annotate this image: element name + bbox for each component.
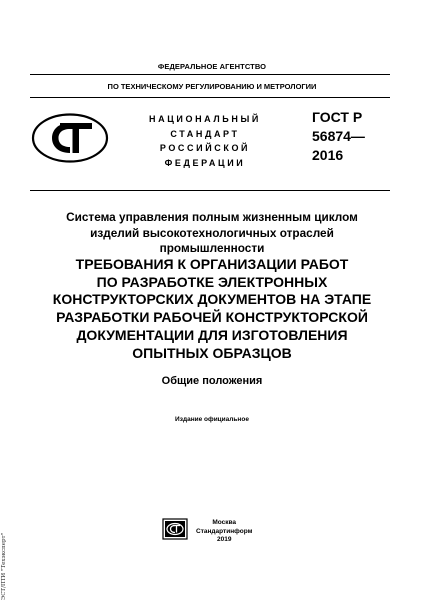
header-rule-2	[30, 97, 390, 98]
code-line: 2016	[312, 147, 344, 163]
national-line: РОССИЙСКОЙ	[159, 143, 251, 153]
main-title-line: ПО РАЗРАБОТКЕ ЭЛЕКТРОННЫХ	[96, 273, 328, 290]
publisher-info	[196, 519, 252, 545]
publisher-line: Стандартинформ	[196, 527, 253, 535]
code-line: 56874—	[312, 128, 365, 144]
system-title-line: промышленности	[159, 241, 265, 255]
publisher-line: Москва	[212, 519, 237, 526]
standard-code	[312, 108, 365, 165]
subtitle: Общие положения	[161, 375, 263, 387]
publisher-line: 2019	[216, 536, 232, 543]
national-line: НАЦИОНАЛЬНЫЙ	[149, 114, 261, 124]
code-line: ГОСТ Р	[312, 109, 363, 125]
agency-name-line2: ПО ТЕХНИЧЕСКОМУ РЕГУЛИРОВАНИЮ И МЕТРОЛОГИИ	[107, 82, 317, 91]
national-line: СТАНДАРТ	[170, 128, 240, 139]
system-title	[20, 210, 404, 257]
main-title-line: РАЗРАБОТКИ РАБОЧЕЙ КОНСТРУКТОРСКОЙ	[56, 309, 368, 326]
national-line: ФЕДЕРАЦИИ	[164, 157, 246, 168]
header-rule-1	[30, 74, 390, 75]
side-stamp: ЭСТ/ПТИ "Техэксперт"	[1, 532, 7, 600]
edition-label: Издание официальное	[175, 416, 249, 423]
main-title	[10, 256, 414, 362]
main-title-line: ОПЫТНЫХ ОБРАЗЦОВ	[132, 344, 292, 361]
standartinform-logo-icon	[162, 518, 188, 540]
main-title-line: ТРЕБОВАНИЯ К ОРГАНИЗАЦИИ РАБОТ	[75, 256, 349, 272]
main-title-line: КОНСТРУКТОРСКИХ ДОКУМЕНТОВ НА ЭТАПЕ	[52, 291, 372, 308]
header-rule-3	[30, 190, 390, 191]
system-title-line: Система управления полным жизненным циклом	[66, 210, 358, 224]
agency-name-line1: ФЕДЕРАЛЬНОЕ АГЕНТСТВО	[157, 62, 267, 71]
system-title-line: изделий высокотехнологичных отраслей	[90, 225, 334, 240]
national-standard-label	[130, 112, 280, 170]
gost-r-certification-mark-icon	[30, 112, 110, 164]
main-title-line: ДОКУМЕНТАЦИИ ДЛЯ ИЗГОТОВЛЕНИЯ	[76, 326, 348, 343]
